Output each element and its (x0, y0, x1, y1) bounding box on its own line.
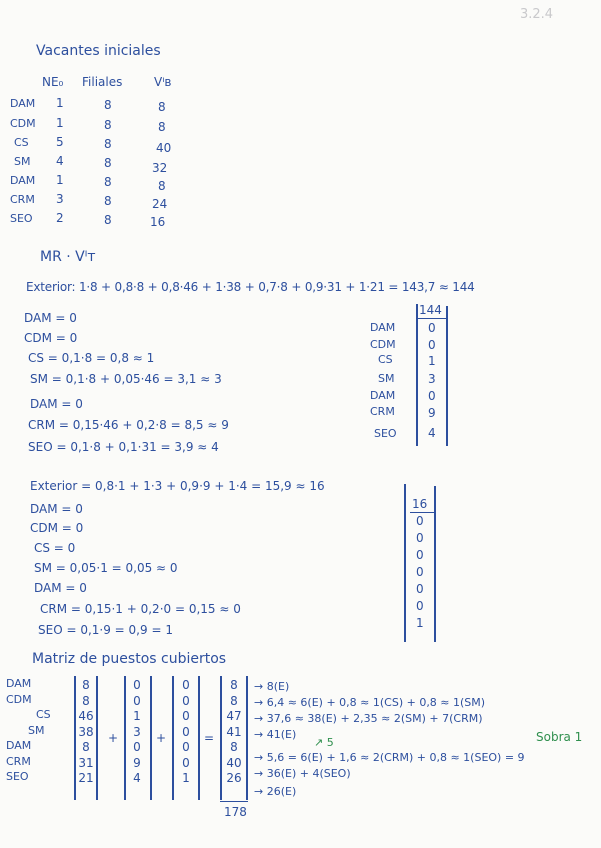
matrix-col-result (225, 678, 243, 787)
vector-value: 0 (416, 531, 424, 545)
total-underline (220, 801, 248, 802)
vector-value: 3 (428, 372, 436, 386)
note-line: → 5,6 = 6(E) + 1,6 ≈ 2(CRM) + 0,8 ≈ 1(SEO) = 9 (254, 751, 525, 764)
matrix-cell: 0 (182, 678, 190, 692)
matrix-cell: 47 (226, 709, 242, 723)
matrix-col-2 (128, 678, 146, 787)
matrix-cell: 0 (133, 693, 141, 708)
calc-line: CDM = 0 (24, 331, 78, 345)
calc-line: CDM = 0 (30, 521, 84, 535)
row-filiales: 8 (104, 213, 112, 227)
row-name: CS (14, 136, 29, 149)
calc-line: SM = 0,1·8 + 0,05·46 = 3,1 ≈ 3 (30, 372, 222, 386)
vector-value: 0 (428, 321, 436, 335)
plus-sign: + (156, 731, 167, 745)
matriz-name: DAM (6, 739, 32, 752)
row-name: DAM (10, 97, 36, 110)
note-arrow-5: ↗ 5 (314, 736, 334, 749)
header-ne: NE₀ (42, 75, 64, 89)
calc-line: SEO = 0,1·9 = 0,9 = 1 (38, 623, 173, 637)
vector-value: 0 (416, 548, 424, 562)
vector-1-underline (418, 318, 448, 319)
matriz-title: Matriz de puestos cubiertos (32, 651, 227, 667)
vector-1-right-bar (446, 306, 448, 446)
row-ne: 3 (56, 192, 64, 206)
matrix-cell: 0 (133, 678, 141, 692)
row-filiales: 8 (104, 118, 112, 132)
vector-name: CDM (370, 338, 396, 351)
matrix-cell: 9 (133, 755, 141, 770)
matrix-c1-left-bar (74, 676, 76, 800)
matrix-cell: 1 (182, 771, 190, 785)
vector-value: 0 (428, 389, 436, 403)
calc-line: CRM = 0,15·46 + 0,2·8 = 8,5 ≈ 9 (28, 418, 229, 432)
matrix-cell: 8 (82, 678, 90, 692)
matrix-cell: 40 (226, 755, 242, 770)
matrix-cell: 26 (226, 771, 242, 785)
row-name: DAM (10, 174, 36, 187)
row-name: SEO (10, 212, 33, 225)
equals-sign: = (204, 731, 215, 745)
matrix-cell: 0 (182, 724, 190, 739)
matrix-cell: 0 (182, 693, 190, 708)
row-filiales: 8 (104, 156, 112, 170)
matrix-cell: 21 (78, 771, 94, 785)
header-filiales: Filiales (82, 75, 123, 89)
matrix-cell: 4 (133, 771, 141, 785)
mr-title: MR · Vᴵᴛ (40, 249, 96, 265)
matriz-name: CDM (6, 692, 32, 706)
vector-value: 1 (416, 616, 424, 630)
calc-line: DAM = 0 (30, 502, 83, 516)
note-line: → 36(E) + 4(SEO) (254, 767, 351, 780)
matrix-cell: 38 (78, 724, 94, 739)
vector-name: SEO (374, 427, 397, 440)
vector-name: SM (378, 372, 395, 385)
matrix-c4-left-bar (220, 676, 222, 800)
matrix-cell: 8 (230, 678, 238, 692)
vector-1-left-bar (416, 304, 418, 446)
matrix-cell: 0 (133, 740, 141, 754)
matriz-name: DAM (6, 677, 32, 690)
vector-value: 1 (428, 354, 436, 368)
matrix-c4-right-bar (246, 676, 248, 800)
matrix-cell: 41 (226, 724, 242, 739)
vector-2-head: 16 (412, 497, 428, 511)
matrix-c3-left-bar (172, 676, 174, 800)
matrix-c1-right-bar (96, 676, 98, 800)
note-line: → 8(E) (254, 680, 290, 693)
matriz-name: CRM (6, 754, 31, 768)
row-filiales: 8 (104, 194, 112, 208)
matriz-names (6, 676, 51, 785)
vector-value: 0 (416, 582, 424, 596)
row-name: CDM (10, 117, 36, 130)
row-ne: 5 (56, 135, 64, 149)
calc-line: DAM = 0 (30, 397, 83, 411)
row-ne: 1 (56, 173, 64, 187)
vector-value: 4 (428, 426, 436, 440)
vector-value: 0 (416, 599, 424, 613)
row-ne: 2 (56, 211, 64, 225)
note-line: → 37,6 ≈ 38(E) + 2,35 ≈ 2(SM) + 7(CRM) (254, 712, 483, 725)
matrix-cell: 46 (78, 709, 94, 723)
matrix-cell: 8 (82, 693, 90, 708)
vector-2-underline (410, 512, 436, 513)
note-line: → 6,4 ≈ 6(E) + 0,8 ≈ 1(CS) + 0,8 ≈ 1(SM) (254, 696, 486, 709)
vector-value: 0 (416, 565, 424, 579)
calc-line: DAM = 0 (24, 311, 77, 325)
row-ne: 4 (56, 154, 64, 168)
matrix-cell: 1 (133, 709, 141, 723)
matrix-c2-left-bar (124, 676, 126, 800)
matrix-cell: 8 (230, 693, 238, 708)
calc-line: CRM = 0,15·1 + 0,2·0 = 0,15 ≈ 0 (40, 602, 241, 616)
matriz-name: CS (36, 708, 51, 721)
vacantes-title: Vacantes iniciales (36, 43, 161, 59)
row-filiales: 8 (104, 175, 112, 189)
calc-line: CS = 0,1·8 = 0,8 ≈ 1 (28, 351, 155, 365)
page-number: 3.2.4 (520, 7, 554, 22)
row-v: 8 (158, 179, 166, 193)
matriz-total: 178 (224, 805, 247, 819)
row-v: 8 (158, 120, 166, 134)
matrix-cell: 8 (82, 740, 90, 754)
row-filiales: 8 (104, 98, 112, 112)
row-v: 40 (156, 141, 172, 155)
vector-name: DAM (370, 389, 396, 402)
note-line: → 41(E) (254, 728, 297, 741)
vector-2-left-bar (404, 484, 406, 642)
vector-name: CRM (370, 405, 395, 418)
vector-name: CS (378, 353, 393, 366)
calc-line: SM = 0,05·1 = 0,05 ≈ 0 (34, 561, 178, 575)
matrix-col-1 (77, 678, 95, 787)
header-v: Vᴵʙ (154, 75, 172, 89)
calc-line: DAM = 0 (34, 581, 87, 595)
vector-2-right-bar (434, 486, 436, 642)
matrix-cell: 3 (133, 724, 141, 739)
exterior-formula-1: Exterior: 1·8 + 0,8·8 + 0,8·46 + 1·38 + 0,7·8 + 0,9·31 + 1·21 = 143,7 ≈ 144 (26, 280, 475, 294)
calc-line: SEO = 0,1·8 + 0,1·31 = 3,9 ≈ 4 (28, 440, 219, 454)
matrix-cell: 0 (182, 755, 190, 770)
matrix-col-3 (177, 678, 195, 787)
row-name: SM (14, 155, 31, 168)
row-v: 16 (150, 215, 166, 229)
row-v: 8 (158, 100, 166, 114)
matrix-c2-right-bar (150, 676, 152, 800)
row-name: CRM (10, 193, 35, 206)
matrix-cell: 0 (182, 740, 190, 754)
matriz-name: SM (28, 723, 45, 737)
row-filiales: 8 (104, 137, 112, 151)
vector-value: 9 (428, 406, 436, 420)
calc-line: CS = 0 (34, 541, 76, 555)
sobra-note: Sobra 1 (536, 730, 583, 744)
row-v: 32 (152, 161, 168, 175)
row-ne: 1 (56, 96, 64, 110)
plus-sign: + (108, 731, 119, 745)
note-line: → 26(E) (254, 785, 297, 798)
vector-1-head: 144 (419, 303, 442, 317)
exterior-formula-2: Exterior = 0,8·1 + 1·3 + 0,9·9 + 1·4 = 15,9 ≈ 16 (30, 479, 325, 493)
vector-name: DAM (370, 321, 396, 334)
row-ne: 1 (56, 116, 64, 130)
vector-value: 0 (416, 514, 424, 528)
vector-value: 0 (428, 338, 436, 352)
matrix-cell: 0 (182, 709, 190, 723)
matriz-name: SEO (6, 770, 29, 783)
matrix-c3-right-bar (198, 676, 200, 800)
row-v: 24 (152, 197, 168, 211)
matrix-cell: 8 (230, 740, 238, 754)
matrix-cell: 31 (78, 755, 94, 770)
